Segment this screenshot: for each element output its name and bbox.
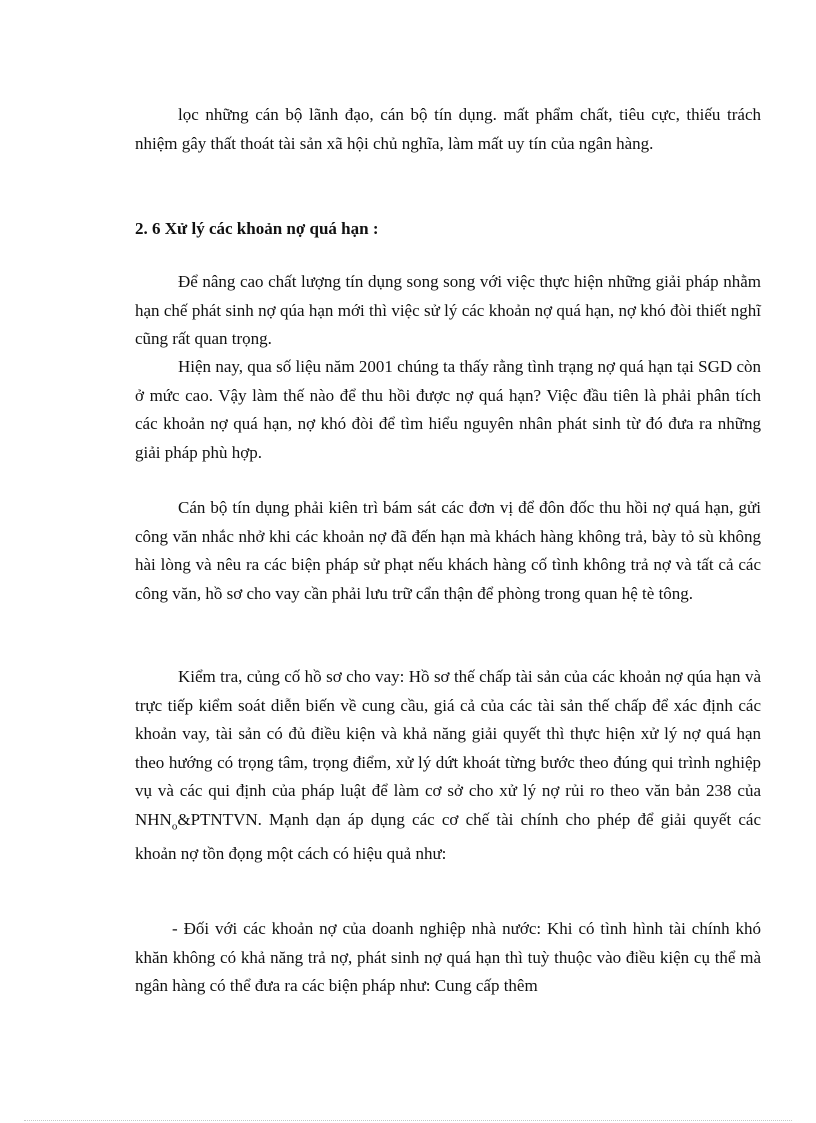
paragraph-4	[135, 663, 761, 869]
paragraph-4-text-b: &PTNTVN. Mạnh dạn áp dụng các cơ chế tài chính cho phép để giải quyết các khoản nợ tồn đọng một cách có hiệu quả như:	[135, 809, 761, 864]
paragraph-2: Hiện nay, qua số liệu năm 2001 chúng ta thấy rằng tình trạng nợ quá hạn tại SGD còn ở mức cao. Vậy làm thế nào để thu hồi được nợ quá hạn? Việc đầu tiên là phải phân tích các khoản nợ quá hạn, nợ khó đòi để tìm hiểu nguyên nhân phát sinh từ đó đưa ra những giải pháp phù hợp.	[135, 357, 761, 462]
section-heading: 2. 6 Xử lý các khoản nợ quá hạn :	[135, 219, 379, 238]
paragraph-1: Để nâng cao chất lượng tín dụng song song với việc thực hiện những giải pháp nhằm hạn chế phát sinh nợ qúa hạn mới thì việc sử lý các khoản nợ quá hạn, nợ khó đòi thiết nghĩ cũng rất quan trọng.	[135, 272, 761, 348]
paragraph-4-text-a: Kiểm tra, củng cố hồ sơ cho vay: Hồ sơ thế chấp tài sản của các khoản nợ qúa hạn và trực tiếp kiểm soát diễn biến về cung cầu, giá cả của các tài sản thế chấp để xác định các khoản vay, tài sản có đủ điều kiện và khả năng giải quyết thì thực hiện xử lý nợ quá hạn theo hướng có trọng tâm, trọng điểm, xử lý dứt khoát từng bước theo đúng qui trình nghiệp vụ và các qui định của pháp luật để làm cơ sở cho xử lý nợ rủi ro theo văn bản 238 của NHN	[135, 667, 761, 829]
para-continuation: lọc những cán bộ lãnh đạo, cán bộ tín dụng. mất phẩm chất, tiêu cực, thiếu trách nhiệm gây thất thoát tài sản xã hội chủ nghĩa, làm mất uy tín của ngân hàng.	[135, 105, 761, 153]
paragraph-3: Cán bộ tín dụng phải kiên trì bám sát các đơn vị để đôn đốc thu hồi nợ quá hạn, gửi công văn nhắc nhở khi các khoản nợ đã đến hạn mà khách hàng không trả, bày tỏ sù không hài lòng và nêu ra các biện pháp sử phạt nếu khách hàng cố tình không trả nợ và tất cả các công văn, hồ sơ cho vay cần phải lưu trữ cẩn thận để phòng trong quan hệ tè tông.	[135, 498, 761, 603]
paragraph-4-subscript: o	[171, 819, 178, 832]
paragraph-5: - Đối với các khoản nợ của doanh nghiệp nhà nước: Khi có tình hình tài chính khó khăn không có khả năng trả nợ, phát sinh nợ quá hạn thì tuỳ thuộc vào điều kiện cụ thể mà ngân hàng có thể đưa ra các biện pháp như: Cung cấp thêm	[135, 919, 761, 995]
page-bottom-divider	[24, 1120, 792, 1121]
